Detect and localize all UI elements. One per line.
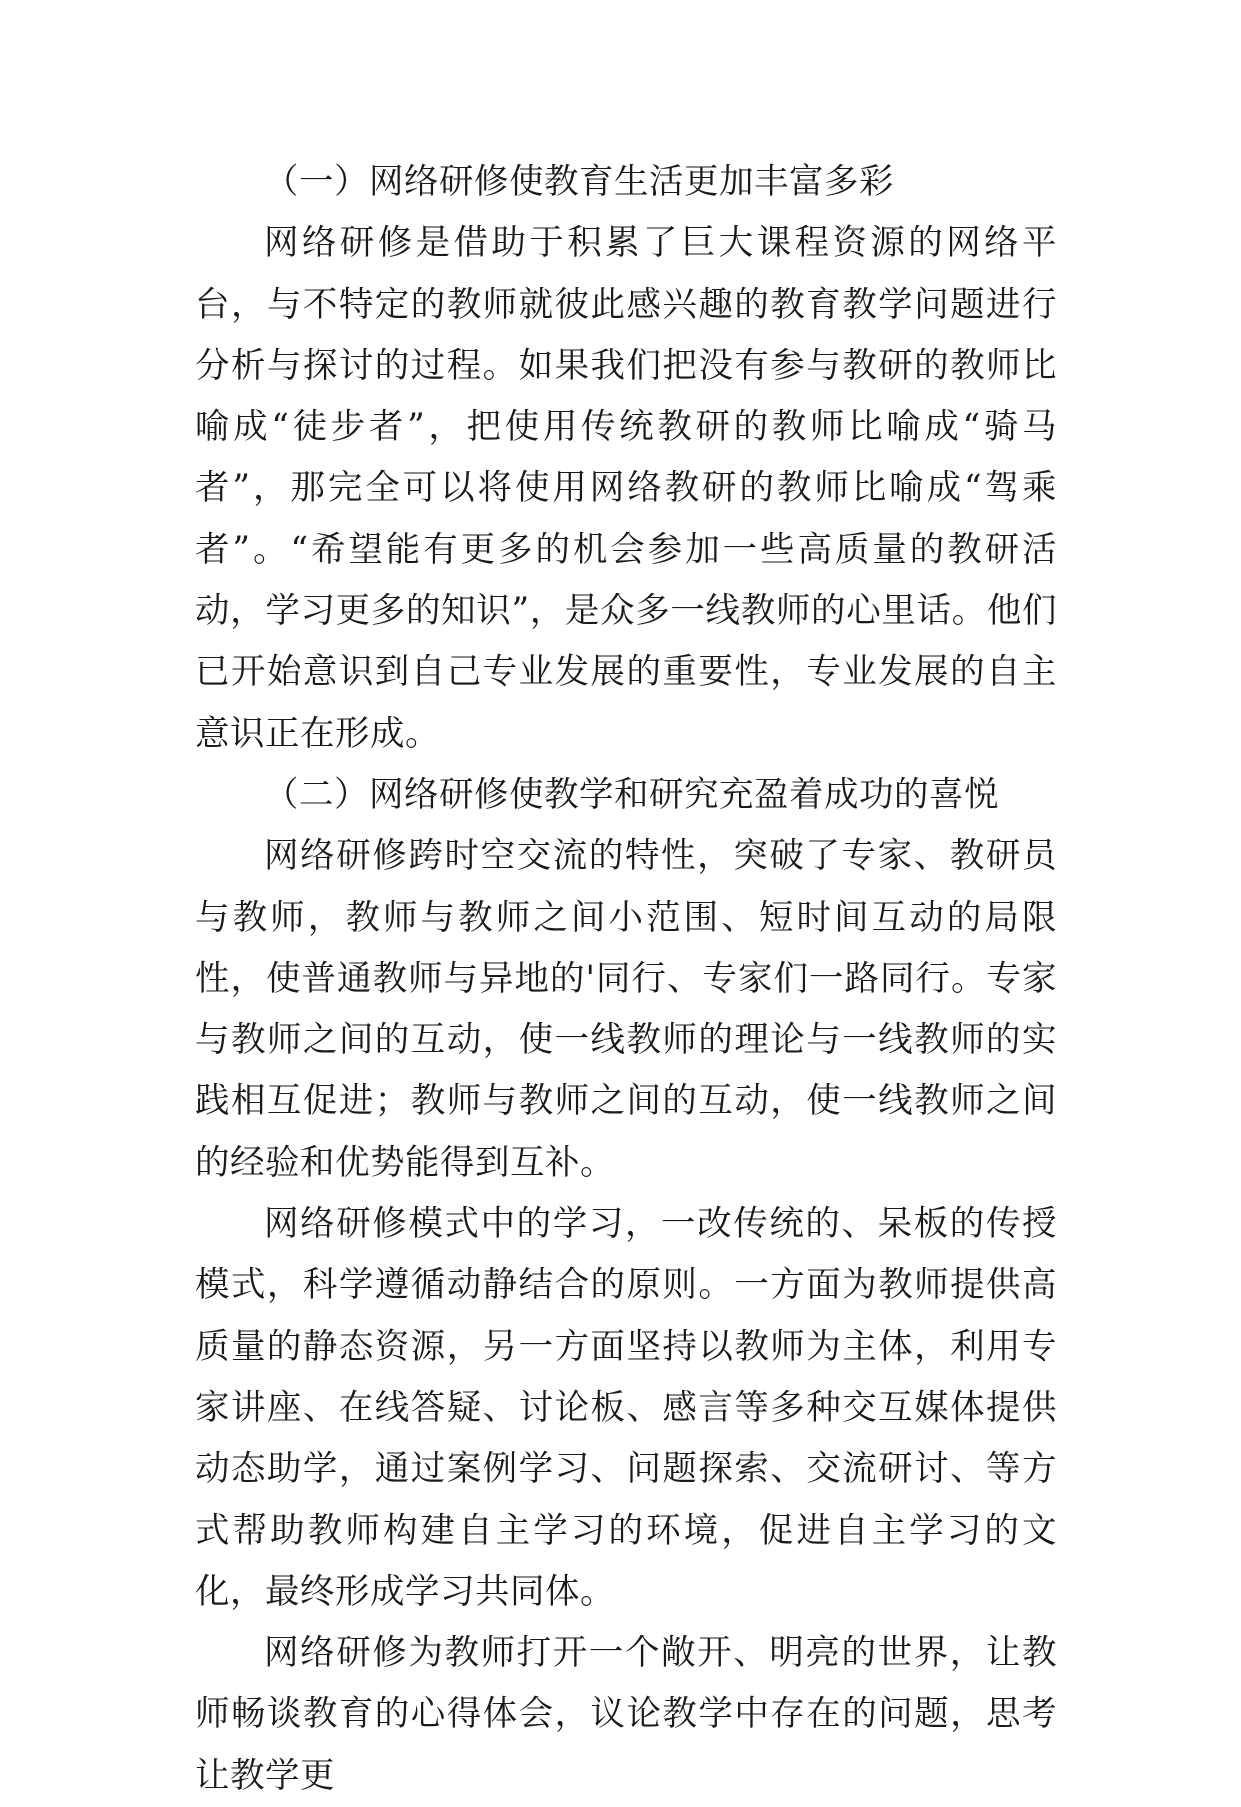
section-2-paragraph-3: 网络研修为教师打开一个敞开、明亮的世界，让教师畅谈教育的心得体会，议论教学中存在的问题，思考让教学更 — [195, 1633, 1057, 1796]
section-heading-2: （二）网络研修使教学和研究充盈着成功的喜悦 — [264, 774, 999, 815]
section-heading-1: （一）网络研修使教育生活更加丰富多彩 — [264, 162, 894, 202]
section-2-paragraph-1: 网络研修跨时空交流的特性，突破了专家、教研员与教师，教师与教师之间小范围、短时间互动的局限性，使普通教师与异地的'同行、专家们一路同行。专家与教师之间的互动，使一线教师的理论与一线教师的实践相互促进；教师与教师之间的互动，使一线教师之间的经验和优势能得到互补。 — [195, 836, 1057, 1183]
section-1-paragraph-1: 网络研修是借助于积累了巨大课程资源的网络平台，与不特定的教师就彼此感兴趣的教育教学问题进行分析与探讨的过程。如果我们把没有参与教研的教师比喻成“徒步者”，把使用传统教研的教师比喻成“骑马者”，那完全可以将使用网络教研的教师比喻成“驾乘者”。“希望能有更多的机会参加一些高质量的教研活动，学习更多的知识”，是众多一线教师的心里话。他们已开始意识到自己专业发展的重要性，专业发展的自主意识正在形成。 — [195, 223, 1057, 754]
section-2-paragraph-2: 网络研修模式中的学习，一改传统的、呆板的传授模式，科学遵循动静结合的原则。一方面为教师提供高质量的静态资源，另一方面坚持以教师为主体，利用专家讲座、在线答疑、讨论板、感言等多种交互媒体提供动态助学，通过案例学习、问题探索、交流研讨、等方式帮助教师构建自主学习的环境，促进自主学习的文化，最终形成学习共同体。 — [195, 1204, 1057, 1612]
document-body — [195, 152, 1057, 1807]
